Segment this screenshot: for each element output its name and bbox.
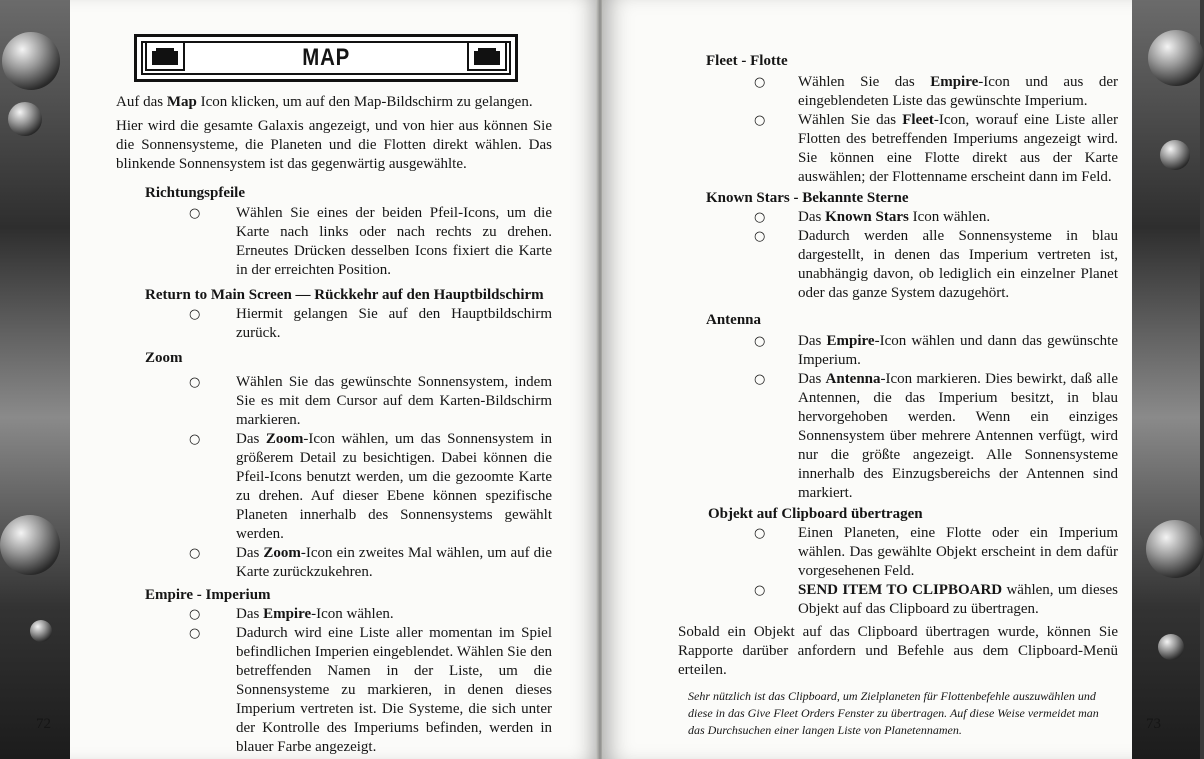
section-title: Objekt auf Clipboard übertragen xyxy=(708,506,923,522)
bullet-icon: ○ xyxy=(754,372,766,387)
list-item: ○ Das Empire-Icon wählen. xyxy=(189,606,394,622)
section-title: Antenna xyxy=(706,312,762,328)
sphere-decoration xyxy=(8,102,42,136)
list-item: ○ Wählen Sie eines der beiden Pfeil-Icons, um die Karte nach links oder nach rechts zu drehen. Erneutes Drücken desselben Icons fixiert die Karte in der erreichten Position. xyxy=(189,205,552,278)
bullet-icon: ○ xyxy=(189,206,201,221)
section-title: Return to Main Screen — Rückkehr auf den Hauptbildschirm xyxy=(145,287,544,303)
bullet-icon: ○ xyxy=(189,432,201,447)
bullet-icon: ○ xyxy=(189,607,201,622)
sphere-decoration xyxy=(1160,140,1190,170)
bullet-icon: ○ xyxy=(754,334,766,349)
list-item: ○ Einen Planeten, eine Flotte oder ein Imperium wählen. Das gewählte Objekt erscheint in dem dafür vorgesehenen Feld. xyxy=(754,525,1118,579)
bullet-icon: ○ xyxy=(754,526,766,541)
section-title: Empire - Imperium xyxy=(145,587,271,603)
list-item: ○ Das Antenna-Icon markieren. Dies bewirkt, daß alle Antennen, die das Imperium besitzt, in blau hervorgehoben werden. Wenn ein einziges Sonnensystem über mehrere Antennen verfügt, wird nur die größte angezeigt. Alle Sonnensysteme innerhalb des Einzugsbereichs der Antennen sind markiert. xyxy=(754,371,1118,501)
sphere-decoration xyxy=(1158,634,1184,660)
sphere-decoration xyxy=(1148,30,1204,86)
list-item: ○ Dadurch wird eine Liste aller momentan im Spiel befindlichen Imperien eingeblendet. Wählen Sie den betreffenden Namen in der Liste, um die Sonnensysteme zu markieren, in denen dieses Imperium vertreten ist. Die Systeme, die sich unter der Kontrolle des Imperiums befinden, werden in blauer Farbe angezeigt. xyxy=(189,625,552,755)
intro-paragraph: Auf das Map Icon klicken, um auf den Map-Bildschirm zu gelangen. xyxy=(116,94,533,110)
map-screen-icon xyxy=(145,41,185,71)
bullet-icon: ○ xyxy=(189,307,201,322)
list-item: ○ Das Empire-Icon wählen und dann das gewünschte Imperium. xyxy=(754,333,1118,368)
bullet-icon: ○ xyxy=(754,75,766,90)
sphere-decoration xyxy=(1146,520,1204,578)
list-item: ○ Das Zoom-Icon wählen, um das Sonnensystem in größerem Detail zu besichtigen. Dabei können die Pfeil-Icons benutzt werden, um die gezoomte Karte zu drehen. Auf dieser Ebene können spezifische Planeten innerhalb des Sonnensystems gewählt werden. xyxy=(189,431,552,542)
list-item: ○ Wählen Sie das Fleet-Icon, worauf eine Liste aller Flotten des betreffenden Imperiums angezeigt wird. Sie können eine Flotte direkt aus der Karte auswählen; der Flottenname erscheint dann im Feld. xyxy=(754,112,1119,185)
page-number: 72 xyxy=(36,716,51,732)
bullet-icon: ○ xyxy=(189,546,201,561)
section-title: Richtungspfeile xyxy=(145,185,246,201)
map-screen-icon xyxy=(467,41,507,71)
bullet-icon: ○ xyxy=(189,626,201,641)
intro-paragraph: Hier wird die gesamte Galaxis angezeigt, und von hier aus können Sie die Sonnensysteme, die Planeten und die Flotten direkt wählen. Das blinkende Sonnensystem ist das gegenwärtig ausgewählte. xyxy=(116,118,552,172)
page-number: 73 xyxy=(1146,716,1161,732)
banner-title: MAP xyxy=(302,44,350,71)
map-banner xyxy=(134,34,518,82)
list-item: ○ Das Known Stars Icon wählen. xyxy=(754,209,991,225)
sphere-decoration xyxy=(0,515,60,575)
bullet-icon: ○ xyxy=(754,113,766,128)
list-item: ○ Hiermit gelangen Sie auf den Hauptbildschirm zurück. xyxy=(189,306,552,341)
tip-note: Sehr nützlich ist das Clipboard, um Zielplaneten für Flottenbefehle auszuwählen und diese in das Give Fleet Orders Fenster zu übertragen. Auf diese Weise vermeidet man das Durchsuchen einer langen Liste von Planetennamen. xyxy=(688,689,1099,737)
bullet-icon: ○ xyxy=(754,229,766,244)
right-page xyxy=(602,0,1161,759)
left-content xyxy=(116,93,552,757)
list-item: ○ SEND ITEM TO CLIPBOARD wählen, um dieses Objekt auf das Clipboard zu übertragen. xyxy=(754,582,1119,617)
sphere-decoration xyxy=(2,32,60,90)
bullet-icon: ○ xyxy=(189,375,201,390)
list-item: ○ Wählen Sie das Empire-Icon und aus der eingeblendeten Liste das gewünschte Imperium. xyxy=(754,74,1118,109)
list-item: ○ Das Zoom-Icon ein zweites Mal wählen, um auf die Karte zurückzukehren. xyxy=(189,545,553,580)
bullet-icon: ○ xyxy=(754,210,766,225)
bullet-icon: ○ xyxy=(754,583,766,598)
right-content xyxy=(678,52,1118,739)
section-title: Zoom xyxy=(145,350,183,366)
section-title: Known Stars - Bekannte Sterne xyxy=(706,190,909,206)
list-item: ○ Wählen Sie das gewünschte Sonnensystem, indem Sie es mit dem Cursor auf dem Karten-Bildschirm markieren. xyxy=(189,374,552,428)
left-page xyxy=(36,0,598,759)
section-title: Fleet - Flotte xyxy=(706,53,788,69)
list-item: ○ Dadurch werden alle Sonnensysteme in blau dargestellt, in denen das Imperium vertreten ist, unabhängig davon, ob lediglich ein einzelner Planet oder das ganze System dazugehört. xyxy=(754,228,1118,301)
closing-paragraph: Sobald ein Objekt auf das Clipboard übertragen wurde, können Sie Rapporte darüber anfordern und Befehle aus dem Clipboard-Menü erteilen. xyxy=(678,624,1118,678)
sphere-decoration xyxy=(30,620,52,642)
